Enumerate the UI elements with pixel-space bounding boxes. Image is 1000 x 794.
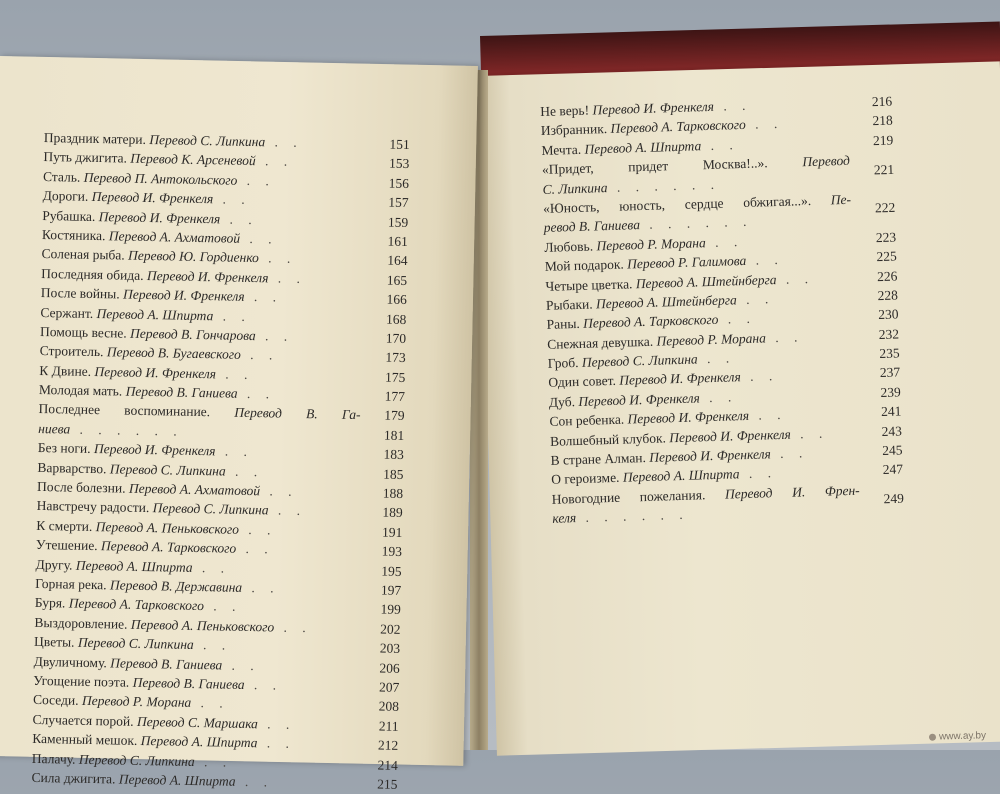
toc-entry-title: Последняя обида. bbox=[41, 265, 144, 283]
toc-entry-page: 223 bbox=[875, 229, 897, 245]
toc-entry-page: 226 bbox=[876, 267, 898, 284]
toc-entry-title: Сон ребенка. bbox=[549, 411, 625, 430]
toc-entry-translator: Перевод В. Ганиева bbox=[132, 674, 245, 692]
toc-leader-dots: . . bbox=[191, 695, 229, 711]
toc-entry-title: Гроб. bbox=[547, 355, 579, 371]
toc-entry-translator: Перевод А. Штейнберга bbox=[635, 271, 777, 291]
toc-entry-page: 237 bbox=[879, 364, 901, 381]
toc-entry-translator: Перевод Р. Морана bbox=[81, 693, 192, 711]
toc-leader-dots: . . bbox=[748, 407, 787, 424]
toc-entry-translator: Перевод bbox=[802, 153, 851, 170]
toc-entry-page: 161 bbox=[387, 233, 409, 249]
toc-entry-translator: Перевод Р. Морана bbox=[656, 330, 767, 349]
toc-entry-page: 228 bbox=[877, 287, 899, 303]
toc-entry-translator: Перевод И. Френкеля bbox=[619, 369, 741, 389]
toc-entry-page: 221 bbox=[873, 161, 895, 177]
toc-entry-page: 235 bbox=[879, 345, 900, 362]
toc-entry-title: Варварство. bbox=[37, 459, 107, 476]
toc-entry-page: 214 bbox=[377, 757, 398, 773]
toc-entry-translator: Перевод И. Френкеля bbox=[627, 408, 750, 427]
toc-entry-translator: Перевод А. Пеньковского bbox=[95, 518, 240, 537]
toc-entry-title: Двуличному. bbox=[33, 653, 107, 670]
toc-entry-page: 203 bbox=[379, 640, 401, 657]
toc-leader-dots: . . . . . . bbox=[639, 214, 753, 233]
toc-entry-page: 241 bbox=[880, 403, 902, 420]
toc-entry-page: 195 bbox=[381, 563, 402, 579]
toc-leader-dots: . . bbox=[255, 328, 294, 344]
toc-entry-page: 239 bbox=[880, 384, 901, 400]
toc-leader-dots: . . bbox=[736, 291, 775, 308]
toc-entry-translator: Перевод И. Френкеля bbox=[592, 98, 715, 118]
toc-entry-page: 225 bbox=[876, 248, 897, 265]
toc-entry-page: 218 bbox=[872, 112, 893, 129]
toc-entry-title: Мечта. bbox=[541, 141, 582, 158]
toc-leader-dots: . . bbox=[236, 540, 274, 557]
toc-entry-title: Дороги. bbox=[42, 188, 89, 205]
toc-entry-translator: Перевод А. Тарковского bbox=[68, 595, 205, 614]
left-table-of-contents bbox=[31, 128, 410, 794]
toc-entry-translator: Перевод А. Шпирта bbox=[622, 466, 740, 486]
toc-leader-dots: . . bbox=[257, 735, 296, 752]
toc-leader-dots: . . bbox=[203, 598, 242, 615]
toc-entry-page: 179 bbox=[384, 408, 405, 424]
toc-entry-translator: Перевод А. Ахматовой bbox=[108, 228, 241, 246]
toc-entry-title: Сержант. bbox=[40, 304, 94, 321]
toc-entry-page: 243 bbox=[881, 423, 903, 439]
toc-entry-page: 232 bbox=[878, 326, 900, 342]
toc-entry-title: После болезни. bbox=[36, 478, 126, 496]
toc-entry-title: «Придет, придет Москва!..». bbox=[541, 155, 768, 178]
toc-entry-page: 191 bbox=[381, 524, 403, 540]
toc-entry-translator: Перевод И. Френкеля bbox=[146, 267, 269, 286]
toc-entry-translator: Перевод И. Френ- bbox=[724, 482, 860, 502]
toc-entry-translator: Перевод С. Липкина bbox=[109, 460, 226, 479]
toc-leader-dots: . . bbox=[740, 368, 779, 385]
toc-entry-translator: Перевод С. Маршака bbox=[136, 713, 259, 731]
toc-entry-title: Палачу. bbox=[31, 750, 76, 767]
toc-leader-dots: . . bbox=[239, 230, 278, 247]
toc-leader-dots: . . bbox=[776, 270, 815, 287]
toc-entry-title: К Двине. bbox=[39, 362, 92, 379]
toc-entry-title: Последнее воспоминание. bbox=[38, 401, 211, 420]
toc-entry-page: 206 bbox=[379, 660, 400, 676]
toc-entry-page: 153 bbox=[388, 156, 410, 172]
toc-entry-translator: Перевод А. Тарковского bbox=[100, 538, 237, 556]
toc-entry-title: Четыре цветка. bbox=[545, 275, 633, 294]
toc-entry-translator: Перевод С. Липкина bbox=[78, 751, 195, 769]
toc-entry-translator: Перевод А. Шпирта bbox=[75, 557, 193, 575]
toc-entry-translator: Перевод И. Френкеля bbox=[91, 189, 214, 207]
toc-entry-title: Волшебный клубок. bbox=[549, 430, 667, 449]
toc-entry-title: Не верь! bbox=[540, 102, 590, 119]
toc-entry-page: 173 bbox=[385, 349, 406, 366]
toc-leader-dots: . . bbox=[268, 502, 307, 519]
toc-entry-translator: Перевод И. Френкеля bbox=[649, 446, 771, 465]
toc-entry-translator: Перевод И. Френкеля bbox=[94, 363, 217, 382]
toc-entry-page: 189 bbox=[382, 504, 403, 521]
toc-leader-dots: . . bbox=[268, 270, 307, 286]
toc-leader-dots: . . . . . . bbox=[607, 176, 721, 195]
toc-entry-page: 166 bbox=[386, 291, 407, 308]
toc-entry-translator: Перевод В. Державина bbox=[109, 577, 243, 595]
toc-leader-dots: . . bbox=[244, 289, 283, 305]
toc-entry-page: 159 bbox=[387, 214, 409, 230]
toc-entry-translator: Перевод В. Га- bbox=[234, 405, 361, 423]
watermark-logo-icon bbox=[929, 734, 936, 741]
toc-entry-title: Молодая мать. bbox=[38, 382, 123, 399]
toc-entry-page: 219 bbox=[872, 132, 894, 148]
toc-entry-page: 207 bbox=[378, 679, 400, 695]
toc-entry-title: Другу. bbox=[35, 556, 73, 573]
toc-leader-dots: . . bbox=[739, 465, 778, 482]
toc-entry-translator: Перевод П. Антокольского bbox=[83, 169, 238, 188]
toc-entry-translator: Перевод А. Шпирта bbox=[118, 771, 236, 789]
toc-leader-dots: . . bbox=[265, 134, 303, 150]
toc-entry-page: 199 bbox=[380, 601, 401, 618]
toc-leader-dots: . . bbox=[244, 676, 283, 693]
toc-entry-translator: Перевод И. Френкеля bbox=[98, 208, 221, 226]
toc-entry-title: Без ноги. bbox=[37, 440, 91, 457]
toc-entry-page: 215 bbox=[377, 776, 398, 792]
toc-entry-page: 249 bbox=[883, 490, 905, 507]
toc-entry-translator-continuation: С. Липкина bbox=[542, 179, 608, 197]
toc-leader-dots: . . bbox=[718, 310, 757, 328]
toc-leader-dots: . . bbox=[257, 715, 296, 732]
toc-leader-dots: . . bbox=[192, 559, 231, 576]
toc-entry-page: 188 bbox=[382, 485, 404, 501]
toc-entry-translator: Перевод С. Липкина bbox=[77, 634, 194, 653]
toc-leader-dots: . . bbox=[258, 250, 297, 267]
toc-leader-dots: . . bbox=[697, 350, 736, 367]
toc-entry-translator: Перевод С. Липкина bbox=[152, 500, 269, 518]
toc-leader-dots: . . bbox=[213, 307, 251, 324]
toc-entry-translator: Перевод А. Тарковского bbox=[610, 117, 746, 137]
toc-entry-title: Дуб. bbox=[548, 393, 576, 410]
toc-entry-translator: Перевод А. Шпирта bbox=[140, 733, 258, 751]
toc-entry-title: Случается порой. bbox=[32, 711, 134, 729]
toc-entry-title: Путь джигита. bbox=[43, 149, 128, 166]
toc-entry-page: 202 bbox=[380, 621, 401, 637]
toc-entry-page: 177 bbox=[384, 388, 406, 405]
toc-entry-page: 156 bbox=[388, 175, 410, 191]
toc-entry-title: Соленая рыба. bbox=[41, 246, 125, 263]
right-table-of-contents bbox=[540, 92, 905, 529]
toc-entry-translator: Перевод И. Френкеля bbox=[93, 441, 216, 459]
toc-entry-translator: Перевод В. Ганиева bbox=[110, 654, 223, 673]
toc-entry-title: Строитель. bbox=[39, 343, 104, 360]
toc-entry-title: Цветы. bbox=[33, 634, 75, 650]
toc-entry-title: Один совет. bbox=[548, 373, 617, 391]
toc-entry-title: Любовь. bbox=[544, 238, 594, 255]
toc-entry-page: 183 bbox=[383, 446, 404, 463]
toc-leader-dots: . . bbox=[770, 445, 809, 462]
toc-leader-dots: . . . . . . bbox=[70, 421, 183, 439]
toc-leader-dots: . . bbox=[241, 579, 280, 596]
toc-leader-dots: . . bbox=[255, 153, 294, 170]
toc-leader-dots: . . bbox=[215, 366, 254, 382]
toc-entry-translator: Перевод В. Ганиева bbox=[125, 383, 238, 401]
toc-entry-page: 247 bbox=[882, 461, 904, 478]
toc-entry-translator: Перевод А. Пеньковского bbox=[130, 616, 275, 635]
toc-entry-title: Каменный мешок. bbox=[32, 730, 138, 749]
toc-leader-dots: . . bbox=[700, 136, 739, 154]
toc-entry-translator: Перевод В. Гончарова bbox=[129, 325, 256, 344]
toc-entry-translator: Перевод А. Шпирта bbox=[96, 305, 214, 323]
toc-entry-title: Соседи. bbox=[32, 692, 79, 709]
toc-entry-title: Мой подарок. bbox=[544, 256, 624, 275]
toc-entry-translator: Перевод А. Тарковского bbox=[582, 312, 719, 332]
toc-entry-title: Горная река. bbox=[35, 575, 107, 593]
toc-entry-translator: Перевод И. Френкеля bbox=[669, 426, 791, 445]
toc-entry-title: К смерти. bbox=[36, 517, 93, 534]
toc-entry-page: 230 bbox=[877, 306, 899, 323]
toc-leader-dots: . . . . . . bbox=[575, 506, 689, 526]
toc-leader-dots: . . bbox=[705, 233, 744, 250]
toc-entry-page: 193 bbox=[381, 543, 403, 560]
toc-leader-dots: . . bbox=[259, 483, 298, 499]
toc-entry-page: 222 bbox=[874, 200, 896, 216]
toc-leader-dots: . . bbox=[222, 657, 260, 673]
toc-entry-page: 211 bbox=[378, 718, 399, 734]
toc-leader-dots: . . bbox=[237, 172, 276, 189]
toc-entry-page: 197 bbox=[380, 582, 402, 598]
toc-entry-translator: Перевод А. Штейнберга bbox=[595, 292, 737, 312]
toc-entry-page: 165 bbox=[386, 272, 408, 288]
toc-entry-title: Раны. bbox=[546, 316, 580, 333]
toc-entry-page: 175 bbox=[384, 369, 406, 385]
toc-entry-translator: Перевод А. Ахматовой bbox=[128, 480, 261, 499]
toc-entry-page: 168 bbox=[386, 311, 407, 327]
toc-entry-translator: Перевод В. Бугаевского bbox=[106, 344, 241, 363]
watermark-text: www.ay.by bbox=[938, 730, 987, 743]
toc-entry-title: О героизме. bbox=[550, 470, 620, 488]
toc-entry-title: Новогодние пожелания. bbox=[551, 487, 706, 507]
toc-leader-dots: . . bbox=[215, 443, 254, 460]
toc-entry-title: Рыбаки. bbox=[545, 296, 593, 313]
toc-entry-title: «Юность, юность, сердце обжигая...». bbox=[542, 192, 812, 216]
watermark bbox=[929, 730, 986, 743]
toc-entry-title: Буря. bbox=[34, 595, 66, 611]
toc-entry-page: 185 bbox=[383, 466, 404, 482]
toc-entry-translator-continuation: ревод В. Ганиева bbox=[543, 217, 641, 236]
toc-leader-dots: . . bbox=[235, 773, 274, 790]
toc-entry-title: Помощь весне. bbox=[39, 323, 127, 341]
toc-leader-dots: . . bbox=[746, 251, 784, 269]
toc-entry-translator: Перевод И. Френкеля bbox=[122, 286, 245, 305]
toc-leader-dots: . . bbox=[745, 116, 784, 133]
toc-entry-translator: Пе- bbox=[830, 191, 852, 208]
toc-entry-page: 216 bbox=[871, 93, 893, 110]
toc-leader-dots: . . bbox=[194, 753, 233, 770]
toc-entry-translator: Перевод А. Шпирта bbox=[584, 138, 702, 157]
toc-entry-title: В стране Алман. bbox=[550, 450, 647, 468]
toc-entry-title: Снежная девушка. bbox=[546, 333, 654, 352]
toc-entry-translator-continuation: ниева bbox=[38, 420, 71, 437]
toc-leader-dots: . . bbox=[240, 347, 279, 363]
toc-entry-translator: Перевод Р. Галимова bbox=[626, 253, 747, 272]
toc-leader-dots: . . bbox=[238, 521, 277, 538]
toc-entry-translator: Перевод С. Липкина bbox=[149, 132, 266, 150]
toc-entry-translator: Перевод И. Френкеля bbox=[578, 390, 701, 409]
toc-leader-dots: . . bbox=[713, 97, 752, 114]
toc-leader-dots: . . bbox=[193, 637, 232, 653]
toc-entry-translator: Перевод Р. Морана bbox=[596, 234, 706, 254]
toc-leader-dots: . . bbox=[220, 210, 258, 227]
toc-leader-dots: . . bbox=[699, 389, 738, 406]
toc-leader-dots: . . bbox=[790, 425, 829, 442]
toc-entry-title: Праздник матери. bbox=[43, 129, 147, 147]
toc-entry-page: 170 bbox=[385, 330, 407, 346]
toc-entry-page: 151 bbox=[389, 136, 410, 153]
toc-entry-title: Костяника. bbox=[41, 226, 106, 244]
toc-entry-translator-continuation: келя bbox=[552, 510, 577, 527]
toc-leader-dots: . . bbox=[765, 328, 804, 346]
toc-entry-title: Избранник. bbox=[540, 121, 608, 139]
toc-entry-page: 157 bbox=[388, 194, 409, 211]
toc-entry-page: 164 bbox=[387, 252, 408, 269]
toc-entry-title: Навстречу радости. bbox=[36, 498, 150, 516]
toc-entry-title: Сталь. bbox=[42, 168, 81, 185]
toc-leader-dots: . . bbox=[237, 385, 276, 402]
toc-entry-page: 208 bbox=[378, 698, 400, 715]
toc-entry-title: Сила джигита. bbox=[31, 769, 116, 787]
toc-entry-title: Рубашка. bbox=[42, 207, 96, 224]
toc-entry-translator: Перевод К. Арсеневой bbox=[130, 151, 256, 169]
toc-entry-translator: Перевод Ю. Гордиенко bbox=[127, 247, 259, 266]
toc-entry-page: 245 bbox=[882, 442, 903, 459]
toc-entry-title: Угощение поэта. bbox=[33, 672, 130, 690]
toc-entry-translator: Перевод С. Липкина bbox=[581, 351, 698, 370]
toc-entry-title: После войны. bbox=[40, 285, 120, 302]
toc-leader-dots: . . bbox=[213, 191, 251, 208]
toc-leader-dots: . . bbox=[225, 463, 264, 479]
toc-entry-page: 181 bbox=[383, 427, 405, 443]
toc-entry-title: Выздоровление. bbox=[34, 614, 128, 632]
toc-entry-title: Утешение. bbox=[35, 537, 98, 554]
toc-entry-page: 212 bbox=[377, 737, 399, 754]
toc-leader-dots: . . bbox=[274, 619, 312, 635]
